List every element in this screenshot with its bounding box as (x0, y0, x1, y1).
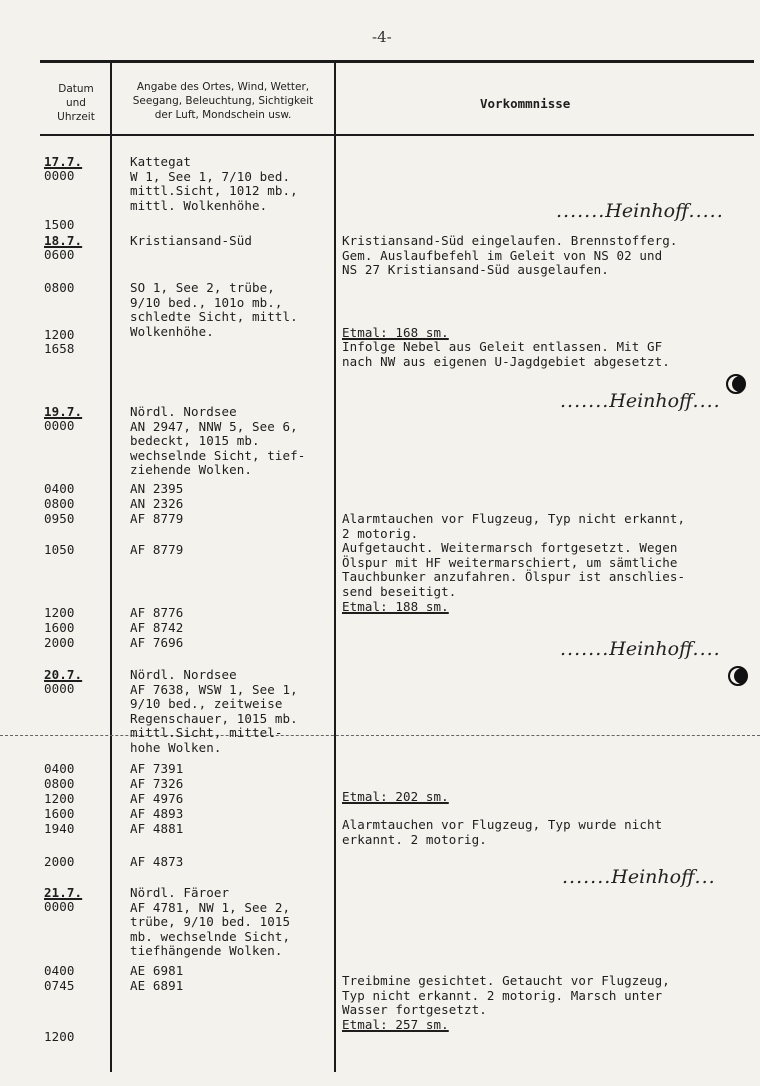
location-entry: AF 8742 (130, 620, 184, 635)
time-entry: 1940 (44, 821, 75, 836)
etmal-entry: Etmal: 168 sm. (342, 325, 449, 340)
location-entry: AN 2326 (130, 496, 184, 511)
time-entry: 0400 (44, 481, 75, 496)
date-17-7: 17.7. (44, 154, 83, 169)
column-divider-2 (334, 62, 336, 1072)
etmal-entry: Etmal: 188 sm. (342, 599, 449, 614)
location-entry: AF 4881 (130, 821, 184, 836)
time-entry: 1658 (44, 341, 75, 356)
location-entry: Kristiansand-Süd (130, 233, 253, 248)
location-entry: Nördl. Färoer AF 4781, NW 1, See 2, trübe, 9/10 bed. 1015 mb. wechselnde Sicht, tiefhängende Wolken. (130, 885, 291, 959)
location-entry: AF 4976 (130, 791, 184, 806)
header-ort-line: Seegang, Beleuchtung, Sichtigkeit (132, 95, 314, 107)
location-entry: AF 8776 (130, 605, 184, 620)
signature: .......Heinhoff.... (560, 390, 721, 412)
signature-text: Heinhoff (605, 200, 689, 222)
column-divider-1 (110, 62, 112, 1072)
location-entry: AE 6891 (130, 978, 184, 993)
location-entry: SO 1, See 2, trübe, 9/10 bed., 101o mb., schledte Sicht, mittl. Wolkenhöhe. (130, 280, 298, 339)
date-19-7: 19.7. (44, 404, 83, 419)
header-vorkommnisse: Vorkommnisse (480, 96, 571, 111)
time-entry: 0800 (44, 280, 75, 295)
time-entry: 0950 (44, 511, 75, 526)
signature: .......Heinhoff... (562, 866, 716, 888)
time-entry: 1200 (44, 1029, 75, 1044)
time-entry: 0800 (44, 776, 75, 791)
occurrence-entry: Infolge Nebel aus Geleit entlassen. Mit GF nach NW aus eigenen U-Jagdgebiet abgesetzt. (342, 339, 670, 369)
page-fold (0, 735, 760, 738)
date-21-7: 21.7. (44, 885, 83, 900)
moon-symbol (728, 666, 748, 686)
time-entry: 0000 (44, 899, 75, 914)
signature-text: Heinhoff (609, 390, 693, 412)
location-entry: AF 8779 (130, 511, 184, 526)
location-entry: Nördl. Nordsee AF 7638, WSW 1, See 1, 9/10 bed., zeitweise Regenschauer, 1015 mb. mittl.Sicht, mittel- hohe Wolken. (130, 667, 298, 755)
header-datum-line: Datum (58, 83, 94, 95)
time-entry: 0400 (44, 761, 75, 776)
header-datum (44, 82, 108, 124)
time-entry: 1600 (44, 620, 75, 635)
header-ort-line: Angabe des Ortes, Wind, Wetter, (136, 81, 310, 93)
occurrence-entry: Kristiansand-Süd eingelaufen. Brennstofferg. Gem. Auslaufbefehl im Geleit von NS 02 und NS 27 Kristiansand-Süd ausgelaufen. (342, 233, 678, 278)
header-datum-line: und (66, 97, 86, 109)
top-rule (40, 60, 754, 63)
time-entry: 0000 (44, 418, 75, 433)
header-ort (114, 80, 332, 122)
location-entry: AF 8779 (130, 542, 184, 557)
time-entry: 2000 (44, 635, 75, 650)
time-entry: 0800 (44, 496, 75, 511)
time-entry: 0000 (44, 681, 75, 696)
time-entry: 0745 (44, 978, 75, 993)
location-entry: AF 7391 (130, 761, 184, 776)
time-entry: 1500 (44, 217, 75, 232)
time-entry: 2000 (44, 854, 75, 869)
signature: .......Heinhoff.... (560, 638, 721, 660)
location-entry: AN 2395 (130, 481, 184, 496)
time-entry: 0400 (44, 963, 75, 978)
occurrence-entry: Alarmtauchen vor Flugzeug, Typ nicht erkannt, 2 motorig. (342, 511, 686, 541)
location-entry: AF 4893 (130, 806, 184, 821)
time-entry: 1600 (44, 806, 75, 821)
location-entry: Kattegat W 1, See 1, 7/10 bed. mittl.Sicht, 1012 mb., mittl. Wolkenhöhe. (130, 154, 298, 213)
time-entry: 0000 (44, 168, 75, 183)
occurrence-entry: Alarmtauchen vor Flugzeug, Typ wurde nicht erkannt. 2 motorig. (342, 817, 663, 847)
header-rule (40, 134, 754, 136)
time-entry: 1200 (44, 605, 75, 620)
location-entry: AE 6981 (130, 963, 184, 978)
time-entry: 1200 (44, 327, 75, 342)
signature-text: Heinhoff (609, 638, 693, 660)
location-entry: AF 7696 (130, 635, 184, 650)
header-datum-line: Uhrzeit (57, 111, 95, 123)
page-number: -4- (372, 28, 392, 46)
location-entry: AF 7326 (130, 776, 184, 791)
date-20-7: 20.7. (44, 667, 83, 682)
occurrence-entry: Treibmine gesichtet. Getaucht vor Flugzeug, Typ nicht erkannt. 2 motorig. Marsch unter Wasser fortgesetzt. (342, 973, 670, 1018)
etmal-entry: Etmal: 202 sm. (342, 789, 449, 804)
etmal-entry: Etmal: 257 sm. (342, 1017, 449, 1032)
date-18-7: 18.7. (44, 233, 83, 248)
time-entry: 1200 (44, 791, 75, 806)
time-entry: 0600 (44, 247, 75, 262)
location-entry: Nördl. Nordsee AN 2947, NNW 5, See 6, bedeckt, 1015 mb. wechselnde Sicht, tief- ziehende Wolken. (130, 404, 306, 478)
time-entry: 1050 (44, 542, 75, 557)
occurrence-entry: Aufgetaucht. Weitermarsch fortgesetzt. Wegen Ölspur mit HF weitermarschiert, um sämtliche Tauchbunker anzufahren. Ölspur ist anschlies- send beseitigt. (342, 540, 686, 599)
header-ort-line: der Luft, Mondschein usw. (154, 109, 292, 121)
location-entry: AF 4873 (130, 854, 184, 869)
moon-symbol (726, 374, 746, 394)
signature-text: Heinhoff (611, 866, 695, 888)
signature: .......Heinhoff..... (556, 200, 724, 222)
